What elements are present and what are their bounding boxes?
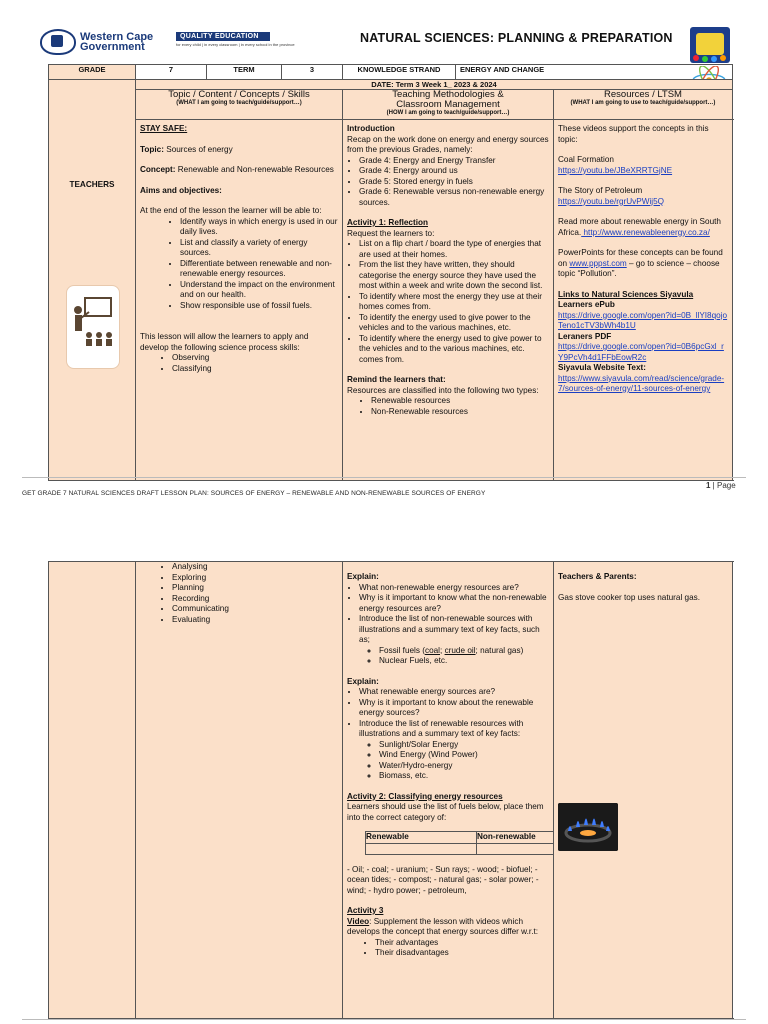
col1-content bbox=[136, 120, 343, 481]
intro-text: Recap on the work done on energy and energy sources from the previous Grades, namely: bbox=[347, 134, 549, 154]
quality-education-logo bbox=[176, 32, 346, 50]
coal-title: Coal Formation bbox=[558, 155, 614, 164]
intro-heading: Introduction bbox=[347, 124, 395, 133]
renewable-item: ◦ Wind Energy (Wind Power) bbox=[379, 750, 549, 761]
teachers-label: TEACHERS bbox=[69, 180, 115, 189]
col3-header bbox=[554, 90, 733, 120]
explain2-item: • Why is it important to know about the renewable energy sources? bbox=[359, 698, 549, 719]
parents-heading: Teachers & Parents: bbox=[558, 572, 637, 581]
explain2-item: • What renewable energy sources are? bbox=[359, 687, 549, 698]
video-item: • Their advantages bbox=[375, 938, 549, 949]
type-item: • Renewable resources bbox=[371, 396, 549, 407]
col3-sub: (WHAT I am going to use to teach/guide/support…) bbox=[570, 100, 716, 106]
skill-item: • Exploring bbox=[172, 573, 338, 584]
col1-content-p2 bbox=[136, 562, 343, 1019]
teachers-cell-p2 bbox=[49, 562, 136, 1019]
classify-table bbox=[365, 831, 553, 855]
coal-video-link[interactable]: https://youtu.be/JBeXRRTGjNE bbox=[558, 165, 673, 175]
renewable-item: ◦ Sunlight/Solar Energy bbox=[379, 740, 549, 751]
siyavula-website-link[interactable]: https://www.siyavula.com/read/science/grade-7/sources-of-energy/11-sources-of-energy bbox=[558, 373, 725, 393]
skill-item: • Recording bbox=[172, 594, 338, 605]
parents-text: Gas stove cooker top uses natural gas. bbox=[558, 592, 701, 602]
fossil-item: ◦ Fossil fuels (coal; crude oil; natural gas) bbox=[379, 646, 549, 657]
skill-item: • Communicating bbox=[172, 604, 338, 615]
org-line2: Government bbox=[80, 41, 145, 53]
grade-value: 7 bbox=[136, 65, 207, 80]
col2-content bbox=[343, 120, 554, 481]
gas-flame-image bbox=[558, 803, 618, 851]
activity1-item: • List on a flip chart / board the type of energies that are used at their homes. bbox=[359, 239, 549, 260]
skill-item: • Evaluating bbox=[172, 615, 338, 626]
col2-content-p2 bbox=[343, 562, 554, 1019]
activity2-text: Learners should use the list of fuels below, place them into the correct category of: bbox=[347, 802, 544, 822]
lesson-table-page2 bbox=[48, 561, 733, 1019]
skill-item: • Classifying bbox=[172, 364, 338, 375]
strand-label: KNOWLEDGE STRAND bbox=[343, 65, 456, 80]
renewable-col-header: Renewable bbox=[366, 832, 477, 844]
col2-title2: Classroom Management bbox=[396, 99, 500, 110]
petroleum-video-link[interactable]: https://youtu.be/rgrUvPWij5Q bbox=[558, 196, 665, 206]
concept-label: Concept: bbox=[140, 165, 176, 174]
topic-text: Sources of energy bbox=[163, 144, 233, 154]
fuel-list: - Oil; - coal; - uranium; - Sun rays; - wood; - biofuel; - ocean tides; - compost; - natural gas; - solar power; - wind; - hydro power; - petroleum, bbox=[347, 864, 539, 895]
col3-content-p2 bbox=[554, 562, 733, 1019]
type-item: • Non-Renewable resources bbox=[371, 407, 549, 418]
footer-text: GET GRADE 7 NATURAL SCIENCES DRAFT LESSON PLAN: SOURCES OF ENERGY – RENEWABLE AND NON-RENEWABLE SOURCES OF ENERGY bbox=[22, 490, 486, 497]
concept-text: Renewable and Non-renewable Resources bbox=[175, 165, 334, 174]
remind-text: Resources are classified into the following two types: bbox=[347, 385, 539, 395]
remind-heading: Remind the learners that: bbox=[347, 375, 446, 384]
video-label: Video bbox=[347, 916, 370, 926]
aims-intro: At the end of the lesson the learner will be able to: bbox=[140, 206, 322, 215]
page-word: Page bbox=[716, 481, 736, 490]
explain1-item: • Introduce the list of non-renewable sources with illustrations and a summary text of key facts, such as; bbox=[359, 614, 549, 646]
renewable-energy-link[interactable]: http://www.renewableenergy.co.za/ bbox=[581, 227, 710, 237]
skill-item: • Observing bbox=[172, 353, 338, 364]
epub-label: Learners ePub bbox=[558, 300, 615, 309]
grade-item: • Grade 4: Energy around us bbox=[359, 166, 549, 177]
video-item: • Their disadvantages bbox=[375, 948, 549, 959]
ppt-text2: – go to science – choose topic “Pollution”. bbox=[558, 258, 720, 278]
objective-item: • List and classify a variety of energy sources. bbox=[180, 238, 338, 259]
page-number: 1 | Page bbox=[706, 481, 736, 490]
col1-sub: (WHAT I am going to teach/guide/support…) bbox=[176, 100, 302, 106]
activity1-item: • To identify where the energy used to give power to the vehicles and to the various machines, etc. comes from. bbox=[359, 334, 549, 366]
learning-logo bbox=[690, 27, 730, 63]
pdf-label: Leraners PDF bbox=[558, 331, 612, 341]
teachers-cell bbox=[49, 80, 136, 481]
explain1-item: • What non-renewable energy resources are? bbox=[359, 583, 549, 594]
read-more-text: Read more about renewable energy in South Africa. bbox=[558, 217, 721, 237]
nonrenewable-empty-cell[interactable] bbox=[477, 843, 554, 854]
epub-link[interactable]: https://drive.google.com/open?id=0B_llYI8qojoTeno1cTV3bWh4b1U bbox=[558, 310, 728, 330]
quality-sub: for every child | in every classroom | in every school in the province bbox=[176, 42, 295, 47]
ppt-text: PowerPoints for these concepts can be found on bbox=[558, 248, 723, 268]
aims-heading: Aims and objectives: bbox=[140, 185, 222, 195]
renewable-item: ◦ Water/Hydro-energy bbox=[379, 761, 549, 772]
western-cape-logo bbox=[40, 28, 180, 56]
term-value: 3 bbox=[282, 65, 343, 80]
renewable-item: ◦ Biomass, etc. bbox=[379, 771, 549, 782]
col2-title: Teaching Methodologies & bbox=[392, 89, 504, 100]
activity2-heading: Activity 2: Classifying energy resources bbox=[347, 791, 503, 801]
skill-item: • Planning bbox=[172, 583, 338, 594]
objective-item: • Identify ways in which energy is used in our daily lives. bbox=[180, 217, 338, 238]
col2-header bbox=[343, 90, 554, 120]
petrol-title: The Story of Petroleum bbox=[558, 186, 643, 195]
nuclear-item: ◦ Nuclear Fuels, etc. bbox=[379, 656, 549, 667]
explain1-heading: Explain: bbox=[347, 572, 379, 581]
activity3-heading: Activity 3 bbox=[347, 906, 384, 915]
activity1-text: Request the learners to: bbox=[347, 228, 435, 238]
document-title: NATURAL SCIENCES: PLANNING & PREPARATION bbox=[360, 31, 673, 45]
strand-value: ENERGY AND CHANGE bbox=[456, 65, 733, 80]
skills-intro: This lesson will allow the learners to apply and develop the following science process skills: bbox=[140, 332, 309, 352]
col3-title: Resources / LTSM bbox=[604, 89, 682, 100]
activity1-item: • From the list they have written, they should categorise the energy source they have used the most within a week and write down the second list. bbox=[359, 260, 549, 292]
org-line1: Western Cape bbox=[80, 31, 154, 43]
footer-rule bbox=[22, 477, 746, 478]
quality-badge: QUALITY EDUCATION bbox=[176, 32, 270, 41]
date-row: DATE: Term 3 Week 1_ 2023 & 2024 bbox=[136, 80, 733, 90]
col2-sub: (HOW I am going to teach/guide/support…) bbox=[386, 110, 510, 116]
activity1-heading: Activity 1: Reflection bbox=[347, 218, 428, 227]
col3-content bbox=[554, 120, 733, 481]
page-num-value: 1 bbox=[706, 481, 711, 490]
grade-item: • Grade 4: Energy and Energy Transfer bbox=[359, 156, 549, 167]
videos-intro: These videos support the concepts in this topic: bbox=[558, 124, 709, 144]
topic-label: Topic: bbox=[140, 144, 164, 154]
bottom-rule bbox=[22, 1019, 746, 1020]
crest-icon bbox=[40, 29, 76, 55]
activity1-item: • To identify where most the energy they use at their homes comes from. bbox=[359, 292, 549, 313]
pdf-link[interactable]: https://drive.google.com/open?id=0B6pcGxl_rY9PcVh4d1FFbEowR2c bbox=[558, 342, 724, 362]
lesson-table-page1 bbox=[48, 64, 733, 481]
grade-label: GRADE bbox=[49, 65, 136, 80]
renewable-empty-cell[interactable] bbox=[366, 843, 477, 854]
col1-header bbox=[136, 90, 343, 120]
objective-item: • Understand the impact on the environment and on our health. bbox=[180, 280, 338, 301]
explain2-heading: Explain: bbox=[347, 676, 379, 686]
grade-item: • Grade 6: Renewable versus non-renewable energy sources. bbox=[359, 187, 549, 208]
explain1-item: • Why is it important to know what the non-renewable energy resources are? bbox=[359, 593, 549, 614]
activity1-item: • To identify the energy used to give power to the vehicles and to the various machines, etc. bbox=[359, 313, 549, 334]
objective-item: • Show responsible use of fossil fuels. bbox=[180, 301, 338, 312]
teacher-classroom-icon bbox=[66, 285, 120, 369]
skill-item: • Analysing bbox=[172, 562, 338, 573]
nonrenewable-col-header: Non-renewable bbox=[477, 832, 554, 844]
video-text: : Supplement the lesson with videos which develops the concept that energy sources differ w.r.t: bbox=[347, 916, 539, 936]
siyavula-heading: Links to Natural Sciences Siyavula bbox=[558, 289, 694, 299]
term-label: TERM bbox=[207, 65, 282, 80]
website-label: Siyavula Website Text: bbox=[558, 363, 646, 372]
objective-item: • Differentiate between renewable and non-renewable energy resources. bbox=[180, 259, 338, 280]
pppst-link[interactable]: www.pppst.com bbox=[569, 258, 627, 268]
stay-safe: STAY SAFE: bbox=[140, 124, 188, 133]
explain2-item: • Introduce the list of renewable resources with illustrations and a summary text of key facts: bbox=[359, 719, 549, 740]
grade-item: • Grade 5: Stored energy in fuels bbox=[359, 177, 549, 188]
col1-title: Topic / Content / Concepts / Skills bbox=[168, 89, 310, 100]
